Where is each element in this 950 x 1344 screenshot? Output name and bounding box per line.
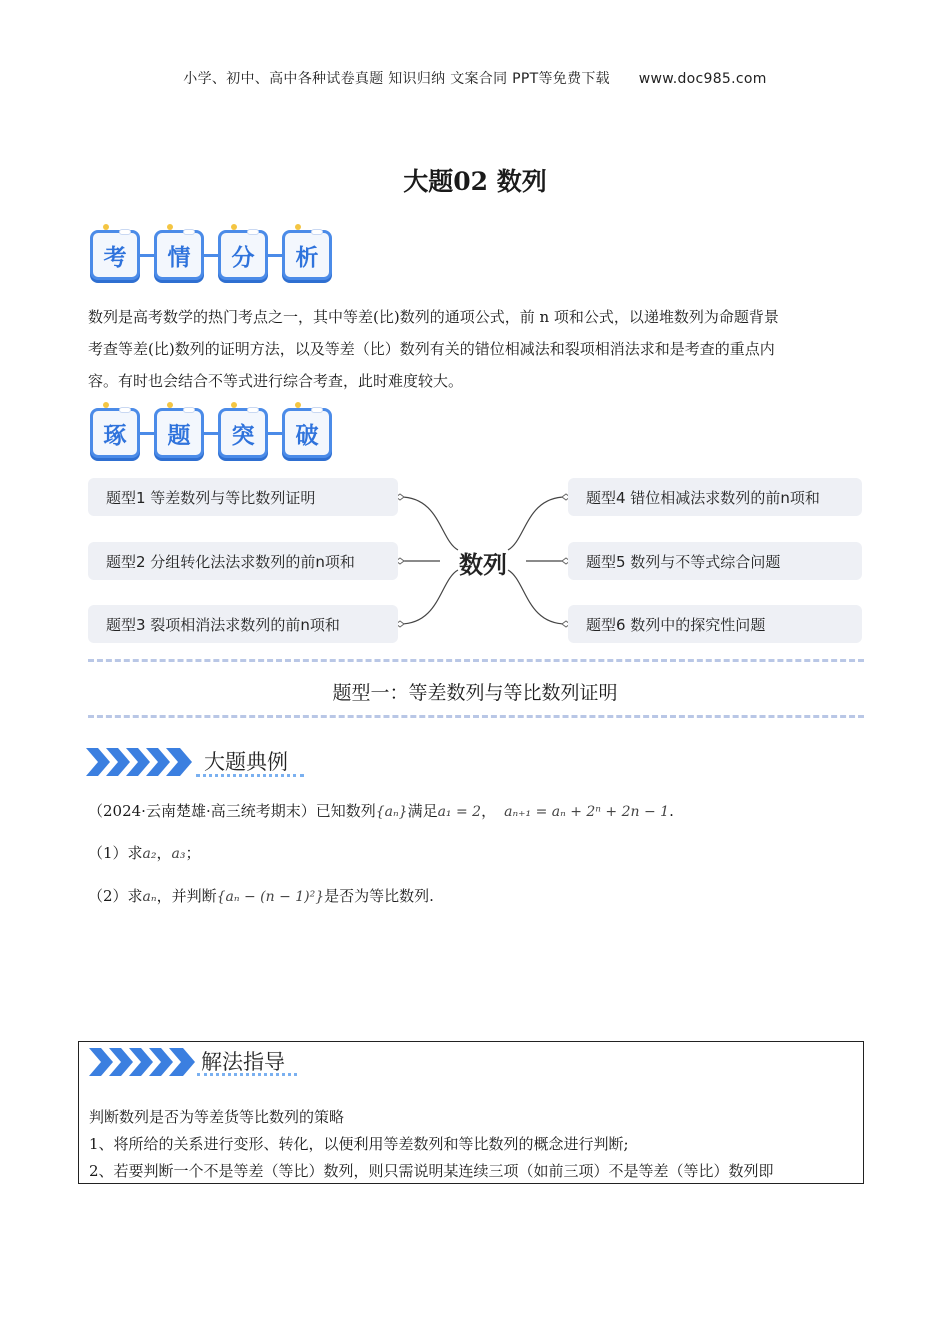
chevron-arrows-icon xyxy=(86,748,196,776)
badge-char: 考 xyxy=(90,230,140,280)
mindmap-topic-6: 题型6 数列中的探究性问题 xyxy=(568,605,862,643)
page-title: 大题02 数列 xyxy=(403,167,547,196)
badge-connector xyxy=(140,254,154,257)
method-banner-title: 解法指导 xyxy=(201,1050,285,1074)
method-line: 判断数列是否为等差货等比数列的策略 xyxy=(89,1108,345,1126)
badge-group-breakthrough xyxy=(90,408,332,458)
badge-char: 题 xyxy=(154,408,204,458)
badge-connector xyxy=(204,432,218,435)
analysis-line: 容。有时也会结合不等式进行综合考查，此时难度较大。 xyxy=(88,372,464,390)
mindmap-branch xyxy=(508,497,566,550)
math-seq: {aₙ} xyxy=(375,804,408,820)
question-part-2 xyxy=(88,885,434,906)
badge-char: 析 xyxy=(282,230,332,280)
badge-char: 破 xyxy=(282,408,332,458)
question-text: （1）求 xyxy=(88,844,143,862)
mindmap-topic-1: 题型1 等差数列与等比数列证明 xyxy=(88,478,398,516)
mindmap-topic-2: 题型2 分组转化法法求数列的前n项和 xyxy=(88,542,398,580)
analysis-line: 考查等差(比)数列的证明方法，以及等差（比）数列有关的错位相减法和裂项相消法求和是考查的重点内 xyxy=(88,340,775,358)
question-part-1 xyxy=(88,842,201,863)
math-seq: {aₙ − (n − 1)²} xyxy=(216,889,325,905)
mindmap-center: 数列 xyxy=(459,551,507,579)
method-box xyxy=(78,1041,864,1184)
question-stem xyxy=(88,800,674,821)
question-text: ， xyxy=(156,844,172,862)
math-term: a₃ xyxy=(171,846,186,862)
badge-char: 琢 xyxy=(90,408,140,458)
question-text: （2）求 xyxy=(88,887,143,905)
badge-char: 情 xyxy=(154,230,204,280)
page-header xyxy=(0,68,950,88)
mindmap-topic-5: 题型5 数列与不等式综合问题 xyxy=(568,542,862,580)
analysis-paragraph xyxy=(88,301,866,397)
question-text: 是否为等比数列. xyxy=(324,887,434,905)
analysis-line: 数列是高考数学的热门考点之一，其中等差(比)数列的通项公式，前 n 项和公式，以递堆数列为命题背景 xyxy=(88,308,779,326)
question-text: ； xyxy=(185,844,201,862)
chevron-arrows-icon xyxy=(89,1048,199,1076)
badge-connector xyxy=(140,432,154,435)
badge-connector xyxy=(268,254,282,257)
math-cond: a₁ = 2 xyxy=(437,804,482,820)
badge-group-analysis xyxy=(90,230,332,280)
mindmap-branch xyxy=(400,497,458,550)
header-text: 小学、初中、高中各种试卷真题 知识归纳 文案合同 PPT等免费下载 xyxy=(183,71,610,87)
badge-char: 突 xyxy=(218,408,268,458)
question-text: . xyxy=(669,802,674,820)
math-recurrence: aₙ₊₁ = aₙ + 2ⁿ + 2n − 1 xyxy=(504,804,670,820)
example-banner-title: 大题典例 xyxy=(204,750,288,774)
badge-connector xyxy=(268,432,282,435)
section-divider-top xyxy=(88,659,864,662)
mindmap-topic-3: 题型3 裂项相消法求数列的前n项和 xyxy=(88,605,398,643)
banner-underline xyxy=(197,1073,297,1076)
math-term: aₙ xyxy=(142,889,157,905)
question-text: 满足 xyxy=(407,802,438,820)
question-text: ， xyxy=(481,802,497,820)
header-url[interactable]: www.doc985.com xyxy=(638,71,767,87)
section-divider-bottom xyxy=(88,715,864,718)
badge-char: 分 xyxy=(218,230,268,280)
mindmap-topic-4: 题型4 错位相减法求数列的前n项和 xyxy=(568,478,862,516)
question-source: （2024·云南楚雄·高三统考期末）已知数列 xyxy=(88,802,376,820)
question-text: ，并判断 xyxy=(156,887,217,905)
badge-connector xyxy=(204,254,218,257)
math-term: a₂ xyxy=(142,846,157,862)
section-title: 题型一：等差数列与等比数列证明 xyxy=(332,682,618,704)
method-line: 2、若要判断一个不是等差（等比）数列，则只需说明某连续三项（如前三项）不是等差（等比）数列即 xyxy=(89,1162,774,1180)
method-line: 1、将所给的关系进行变形、转化，以便利用等差数列和等比数列的概念进行判断; xyxy=(89,1135,629,1153)
banner-underline xyxy=(196,774,304,777)
